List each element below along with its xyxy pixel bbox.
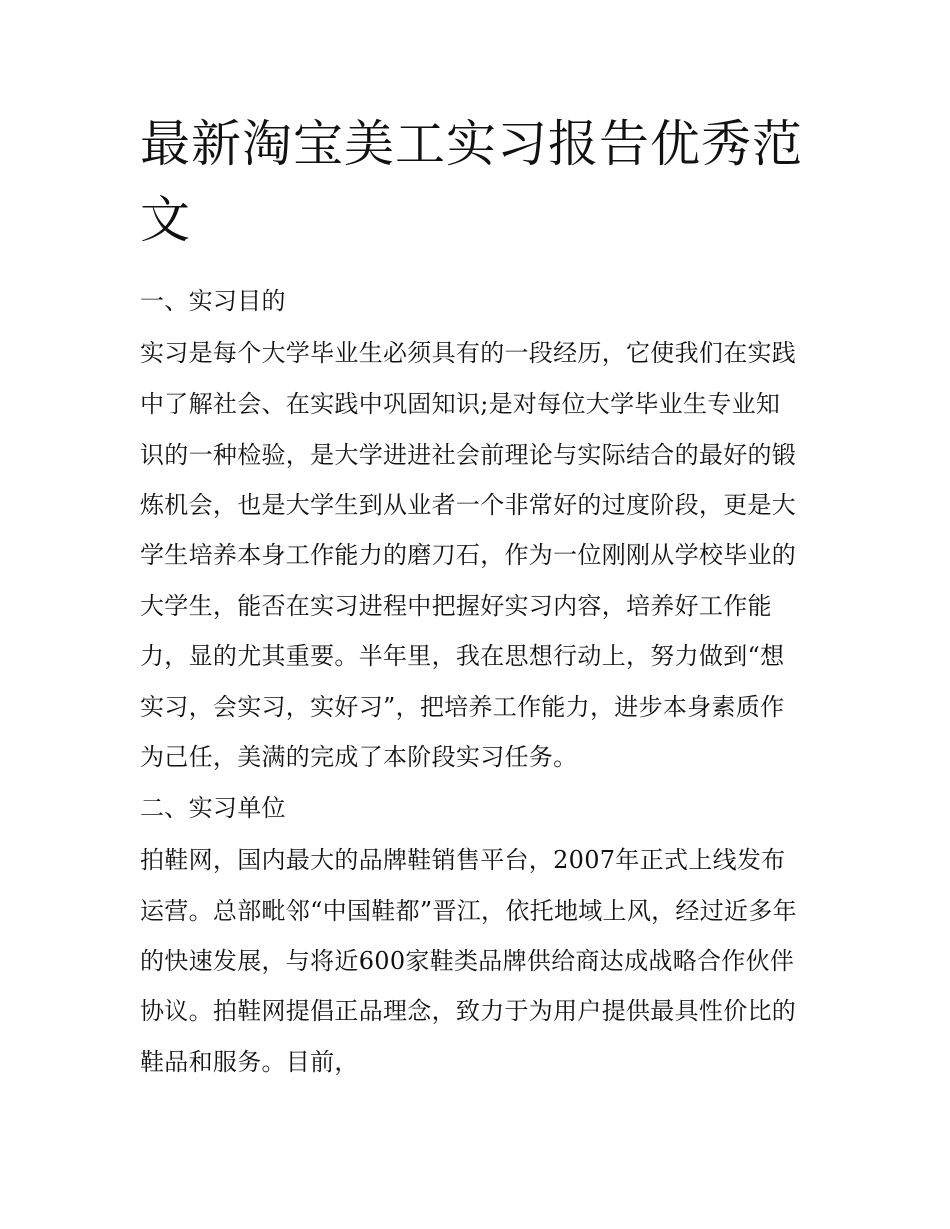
paragraph-line: 鞋品和服务。目前， <box>140 1048 359 1076</box>
paragraph-line: 炼机会，也是大学生到从业者一个非常好的过度阶段，更是大 <box>140 491 797 519</box>
paragraph-line: 中了解社会、在实践中巩固知识;是对每位大学毕业生专业知 <box>140 390 781 418</box>
paragraph-line: 拍鞋网，国内最大的品牌鞋销售平台，2007年正式上线发布 <box>140 846 786 874</box>
paragraph-line: 学生培养本身工作能力的磨刀石，作为一位刚刚从学校毕业的 <box>140 541 797 569</box>
document-title-line-2: 文 <box>140 191 191 249</box>
paragraph-line: 协议。拍鞋网提倡正品理念，致力于为用户提供最具性价比的 <box>140 997 797 1025</box>
section-heading-purpose: 一、实习目的 <box>140 287 286 315</box>
paragraph-line: 的快速发展，与将近600家鞋类品牌供给商达成战略合作伙伴 <box>140 947 795 975</box>
paragraph-line: 实习是每个大学毕业生必须具有的一段经历，它使我们在实践 <box>140 339 797 367</box>
paragraph-line: 力，显的尤其重要。半年里，我在思想行动上，努力做到“想 <box>140 642 785 670</box>
document-title <box>140 106 812 258</box>
document-title-line-1: 最新淘宝美工实习报告优秀范 <box>140 115 803 173</box>
paragraph-line: 实习，会实习，实好习”，把培养工作能力，进步本身素质作 <box>140 693 785 721</box>
section-heading-company: 二、实习单位 <box>140 794 286 822</box>
paragraph-line: 为己任，美满的完成了本阶段实习任务。 <box>140 743 578 771</box>
paragraph-line: 识的一种检验，是大学进进社会前理论与实际结合的最好的锻 <box>140 441 797 469</box>
paragraph-line: 大学生，能否在实习进程中把握好实习内容，培养好工作能 <box>140 592 772 620</box>
paragraph-line: 运营。总部毗邻“中国鞋都”晋江，依托地域上风，经过近多年 <box>140 897 797 925</box>
